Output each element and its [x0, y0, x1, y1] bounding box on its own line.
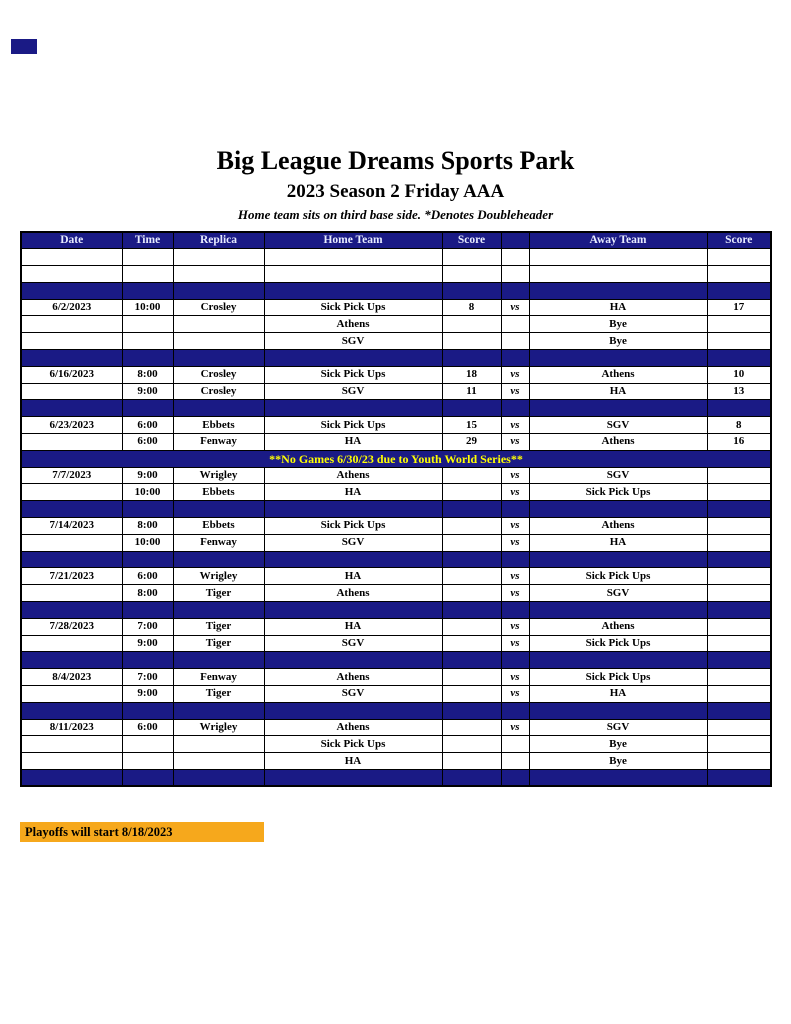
game-row	[21, 669, 771, 686]
time-cell: 7:00	[122, 669, 173, 686]
separator-cell	[173, 652, 264, 669]
replica-cell: Tiger	[173, 618, 264, 635]
away-team-cell: SGV	[529, 417, 707, 434]
vs-label	[501, 333, 529, 350]
separator-cell	[529, 501, 707, 518]
separator-cell	[501, 400, 529, 417]
separator-cell	[529, 652, 707, 669]
away-team-cell: Athens	[529, 618, 707, 635]
separator-cell	[442, 770, 501, 787]
date-cell: 8/4/2023	[21, 669, 122, 686]
home-team-cell: SGV	[264, 635, 442, 652]
replica-cell: Tiger	[173, 585, 264, 602]
away-score-cell: 16	[707, 434, 771, 451]
separator-cell	[529, 702, 707, 719]
separator-cell	[122, 400, 173, 417]
time-cell: 6:00	[122, 568, 173, 585]
game-row	[21, 518, 771, 535]
home-team-cell: SGV	[264, 686, 442, 703]
vs-label	[501, 736, 529, 753]
separator-cell	[21, 282, 122, 299]
game-row	[21, 299, 771, 316]
replica-cell	[173, 266, 264, 283]
separator-cell	[173, 350, 264, 367]
away-team-cell	[529, 266, 707, 283]
home-team-cell: SGV	[264, 383, 442, 400]
separator-cell	[501, 501, 529, 518]
separator-cell	[442, 602, 501, 619]
away-team-cell: Athens	[529, 434, 707, 451]
game-row	[21, 417, 771, 434]
home-team-cell: HA	[264, 753, 442, 770]
date-cell	[21, 635, 122, 652]
home-score-cell	[442, 753, 501, 770]
date-cell	[21, 686, 122, 703]
replica-cell: Wrigley	[173, 467, 264, 484]
date-cell: 7/21/2023	[21, 568, 122, 585]
replica-cell	[173, 333, 264, 350]
date-cell	[21, 736, 122, 753]
separator-cell	[529, 282, 707, 299]
replica-cell: Ebbets	[173, 417, 264, 434]
away-score-cell: 10	[707, 366, 771, 383]
away-team-cell: Bye	[529, 333, 707, 350]
date-cell	[21, 316, 122, 333]
separator-cell	[21, 652, 122, 669]
corner-mark	[11, 39, 37, 54]
home-team-cell: HA	[264, 568, 442, 585]
away-team-cell: SGV	[529, 467, 707, 484]
home-score-cell	[442, 333, 501, 350]
date-cell	[21, 266, 122, 283]
date-cell	[21, 534, 122, 551]
separator-cell	[707, 702, 771, 719]
date-cell: 7/28/2023	[21, 618, 122, 635]
home-score-cell	[442, 467, 501, 484]
page-tagline: Home team sits on third base side. *Denotes Doubleheader	[237, 207, 554, 222]
game-row	[21, 316, 771, 333]
home-score-cell: 18	[442, 366, 501, 383]
separator-cell	[264, 350, 442, 367]
home-team-cell: HA	[264, 484, 442, 501]
separator-cell	[21, 770, 122, 787]
home-score-cell	[442, 686, 501, 703]
separator-cell	[442, 551, 501, 568]
separator-cell	[173, 702, 264, 719]
column-header-date: Date	[21, 232, 122, 249]
vs-label: vs	[501, 434, 529, 451]
date-cell: 6/2/2023	[21, 299, 122, 316]
away-score-cell	[707, 249, 771, 266]
separator-cell	[707, 551, 771, 568]
home-team-cell: Athens	[264, 316, 442, 333]
away-score-cell	[707, 484, 771, 501]
separator-cell	[264, 501, 442, 518]
date-cell	[21, 434, 122, 451]
home-team-cell: HA	[264, 434, 442, 451]
empty-row	[21, 249, 771, 266]
separator-cell	[122, 551, 173, 568]
separator-cell	[707, 770, 771, 787]
replica-cell: Wrigley	[173, 719, 264, 736]
separator-cell	[707, 282, 771, 299]
date-cell	[21, 333, 122, 350]
away-team-cell: Athens	[529, 366, 707, 383]
time-cell	[122, 266, 173, 283]
column-header-score: Score	[707, 232, 771, 249]
away-team-cell: HA	[529, 686, 707, 703]
column-header-vs	[501, 232, 529, 249]
vs-label: vs	[501, 568, 529, 585]
separator-row	[21, 652, 771, 669]
separator-cell	[21, 501, 122, 518]
separator-cell	[122, 501, 173, 518]
game-row	[21, 467, 771, 484]
away-score-cell	[707, 618, 771, 635]
replica-cell	[173, 249, 264, 266]
home-score-cell	[442, 534, 501, 551]
column-header-time: Time	[122, 232, 173, 249]
vs-label	[501, 316, 529, 333]
separator-cell	[122, 702, 173, 719]
separator-row	[21, 602, 771, 619]
date-cell	[21, 484, 122, 501]
date-cell	[21, 383, 122, 400]
vs-label: vs	[501, 467, 529, 484]
home-score-cell	[442, 316, 501, 333]
separator-row	[21, 702, 771, 719]
home-score-cell: 29	[442, 434, 501, 451]
separator-cell	[122, 282, 173, 299]
away-score-cell	[707, 333, 771, 350]
home-team-cell	[264, 266, 442, 283]
home-team-cell: SGV	[264, 534, 442, 551]
separator-cell	[173, 770, 264, 787]
replica-cell: Tiger	[173, 686, 264, 703]
away-score-cell	[707, 266, 771, 283]
away-team-cell: Sick Pick Ups	[529, 484, 707, 501]
away-team-cell	[529, 249, 707, 266]
away-score-cell	[707, 585, 771, 602]
column-header-away-team: Away Team	[529, 232, 707, 249]
game-row	[21, 686, 771, 703]
game-row	[21, 753, 771, 770]
separator-cell	[442, 282, 501, 299]
separator-cell	[501, 702, 529, 719]
home-team-cell: Sick Pick Ups	[264, 417, 442, 434]
away-score-cell	[707, 669, 771, 686]
home-score-cell	[442, 249, 501, 266]
time-cell: 9:00	[122, 635, 173, 652]
vs-label: vs	[501, 366, 529, 383]
game-row	[21, 366, 771, 383]
separator-cell	[529, 770, 707, 787]
game-row	[21, 736, 771, 753]
separator-cell	[442, 350, 501, 367]
separator-cell	[442, 652, 501, 669]
away-score-cell	[707, 518, 771, 535]
vs-cell	[501, 266, 529, 283]
home-score-cell	[442, 484, 501, 501]
home-team-cell: Athens	[264, 719, 442, 736]
time-cell: 10:00	[122, 484, 173, 501]
home-team-cell	[264, 249, 442, 266]
home-score-cell	[442, 518, 501, 535]
away-score-cell	[707, 736, 771, 753]
separator-cell	[21, 350, 122, 367]
replica-cell: Crosley	[173, 366, 264, 383]
away-team-cell: SGV	[529, 719, 707, 736]
date-cell: 7/7/2023	[21, 467, 122, 484]
replica-cell: Crosley	[173, 299, 264, 316]
separator-cell	[21, 702, 122, 719]
separator-cell	[529, 602, 707, 619]
separator-cell	[442, 400, 501, 417]
separator-cell	[501, 350, 529, 367]
separator-cell	[501, 652, 529, 669]
game-row	[21, 383, 771, 400]
date-cell	[21, 249, 122, 266]
separator-cell	[707, 400, 771, 417]
game-row	[21, 719, 771, 736]
away-team-cell: Bye	[529, 736, 707, 753]
separator-cell	[173, 282, 264, 299]
date-cell	[21, 585, 122, 602]
separator-cell	[173, 602, 264, 619]
replica-cell	[173, 753, 264, 770]
date-cell: 6/23/2023	[21, 417, 122, 434]
separator-cell	[264, 702, 442, 719]
game-row	[21, 484, 771, 501]
time-cell: 10:00	[122, 299, 173, 316]
time-cell: 10:00	[122, 534, 173, 551]
date-cell: 7/14/2023	[21, 518, 122, 535]
replica-cell	[173, 736, 264, 753]
home-score-cell	[442, 266, 501, 283]
home-score-cell	[442, 568, 501, 585]
time-cell	[122, 333, 173, 350]
home-team-cell: HA	[264, 618, 442, 635]
time-cell: 9:00	[122, 686, 173, 703]
replica-cell	[173, 316, 264, 333]
home-team-cell: Sick Pick Ups	[264, 518, 442, 535]
home-team-cell: Athens	[264, 585, 442, 602]
vs-label: vs	[501, 618, 529, 635]
vs-label: vs	[501, 686, 529, 703]
date-cell: 6/16/2023	[21, 366, 122, 383]
separator-row	[21, 350, 771, 367]
separator-cell	[264, 602, 442, 619]
away-team-cell: SGV	[529, 585, 707, 602]
separator-cell	[442, 702, 501, 719]
vs-label: vs	[501, 299, 529, 316]
playoffs-note: Playoffs will start 8/18/2023	[20, 822, 264, 842]
vs-label: vs	[501, 585, 529, 602]
separator-row	[21, 282, 771, 299]
time-cell: 6:00	[122, 434, 173, 451]
separator-cell	[264, 652, 442, 669]
home-score-cell	[442, 736, 501, 753]
replica-cell: Fenway	[173, 434, 264, 451]
replica-cell: Tiger	[173, 635, 264, 652]
home-team-cell: Sick Pick Ups	[264, 736, 442, 753]
separator-cell	[707, 602, 771, 619]
separator-row	[21, 400, 771, 417]
away-team-cell: Bye	[529, 316, 707, 333]
page-title: Big League Dreams Sports Park	[216, 146, 575, 175]
separator-row	[21, 551, 771, 568]
home-score-cell	[442, 669, 501, 686]
separator-cell	[173, 551, 264, 568]
vs-label: vs	[501, 518, 529, 535]
replica-cell: Ebbets	[173, 518, 264, 535]
away-team-cell: HA	[529, 383, 707, 400]
away-score-cell	[707, 534, 771, 551]
column-header-replica: Replica	[173, 232, 264, 249]
separator-cell	[442, 501, 501, 518]
separator-cell	[501, 770, 529, 787]
vs-label: vs	[501, 719, 529, 736]
home-score-cell	[442, 719, 501, 736]
vs-label: vs	[501, 635, 529, 652]
vs-label	[501, 753, 529, 770]
home-score-cell: 11	[442, 383, 501, 400]
away-team-cell: HA	[529, 534, 707, 551]
column-header-score: Score	[442, 232, 501, 249]
replica-cell: Fenway	[173, 534, 264, 551]
time-cell: 6:00	[122, 719, 173, 736]
banner-text: **No Games 6/30/23 due to Youth World Series**	[21, 450, 771, 467]
vs-label: vs	[501, 417, 529, 434]
table-header	[21, 232, 771, 249]
vs-label: vs	[501, 383, 529, 400]
home-team-cell: Athens	[264, 467, 442, 484]
separator-cell	[264, 770, 442, 787]
away-team-cell: Athens	[529, 518, 707, 535]
time-cell: 8:00	[122, 366, 173, 383]
header-row	[21, 232, 771, 249]
away-score-cell	[707, 316, 771, 333]
time-cell: 9:00	[122, 383, 173, 400]
home-score-cell: 15	[442, 417, 501, 434]
home-score-cell: 8	[442, 299, 501, 316]
away-score-cell	[707, 467, 771, 484]
separator-cell	[264, 400, 442, 417]
time-cell: 7:00	[122, 618, 173, 635]
separator-cell	[264, 282, 442, 299]
column-header-home-team: Home Team	[264, 232, 442, 249]
separator-cell	[264, 551, 442, 568]
away-score-cell	[707, 635, 771, 652]
away-score-cell	[707, 753, 771, 770]
separator-cell	[122, 350, 173, 367]
away-score-cell	[707, 719, 771, 736]
page-subtitle: 2023 Season 2 Friday AAA	[286, 181, 505, 202]
separator-cell	[529, 551, 707, 568]
replica-cell: Crosley	[173, 383, 264, 400]
away-score-cell: 8	[707, 417, 771, 434]
game-row	[21, 568, 771, 585]
vs-label: vs	[501, 484, 529, 501]
time-cell	[122, 736, 173, 753]
time-cell	[122, 753, 173, 770]
away-team-cell: Sick Pick Ups	[529, 568, 707, 585]
separator-cell	[501, 551, 529, 568]
home-team-cell: Sick Pick Ups	[264, 299, 442, 316]
separator-row	[21, 501, 771, 518]
time-cell: 9:00	[122, 467, 173, 484]
separator-cell	[707, 652, 771, 669]
away-team-cell: Bye	[529, 753, 707, 770]
separator-cell	[173, 400, 264, 417]
separator-cell	[21, 602, 122, 619]
game-row	[21, 333, 771, 350]
separator-cell	[501, 282, 529, 299]
replica-cell: Fenway	[173, 669, 264, 686]
away-team-cell: Sick Pick Ups	[529, 635, 707, 652]
home-team-cell: SGV	[264, 333, 442, 350]
time-cell	[122, 316, 173, 333]
empty-row	[21, 266, 771, 283]
game-row	[21, 618, 771, 635]
away-team-cell: Sick Pick Ups	[529, 669, 707, 686]
game-row	[21, 635, 771, 652]
home-score-cell	[442, 635, 501, 652]
separator-cell	[21, 551, 122, 568]
date-cell	[21, 753, 122, 770]
home-team-cell: Athens	[264, 669, 442, 686]
separator-cell	[122, 770, 173, 787]
time-cell: 6:00	[122, 417, 173, 434]
separator-cell	[707, 501, 771, 518]
away-score-cell	[707, 686, 771, 703]
away-score-cell	[707, 568, 771, 585]
separator-cell	[122, 602, 173, 619]
game-row	[21, 585, 771, 602]
separator-cell	[122, 652, 173, 669]
separator-cell	[173, 501, 264, 518]
vs-cell	[501, 249, 529, 266]
away-team-cell: HA	[529, 299, 707, 316]
vs-label: vs	[501, 534, 529, 551]
home-score-cell	[442, 618, 501, 635]
away-score-cell: 13	[707, 383, 771, 400]
game-row	[21, 434, 771, 451]
banner-row	[21, 450, 771, 467]
away-score-cell: 17	[707, 299, 771, 316]
time-cell: 8:00	[122, 518, 173, 535]
home-team-cell: Sick Pick Ups	[264, 366, 442, 383]
separator-row	[21, 770, 771, 787]
separator-cell	[529, 400, 707, 417]
date-cell: 8/11/2023	[21, 719, 122, 736]
separator-cell	[707, 350, 771, 367]
time-cell: 8:00	[122, 585, 173, 602]
replica-cell: Wrigley	[173, 568, 264, 585]
schedule-table	[20, 231, 772, 787]
vs-label: vs	[501, 669, 529, 686]
game-row	[21, 534, 771, 551]
table-body	[21, 249, 771, 787]
separator-cell	[21, 400, 122, 417]
separator-cell	[529, 350, 707, 367]
replica-cell: Ebbets	[173, 484, 264, 501]
home-score-cell	[442, 585, 501, 602]
separator-cell	[501, 602, 529, 619]
time-cell	[122, 249, 173, 266]
